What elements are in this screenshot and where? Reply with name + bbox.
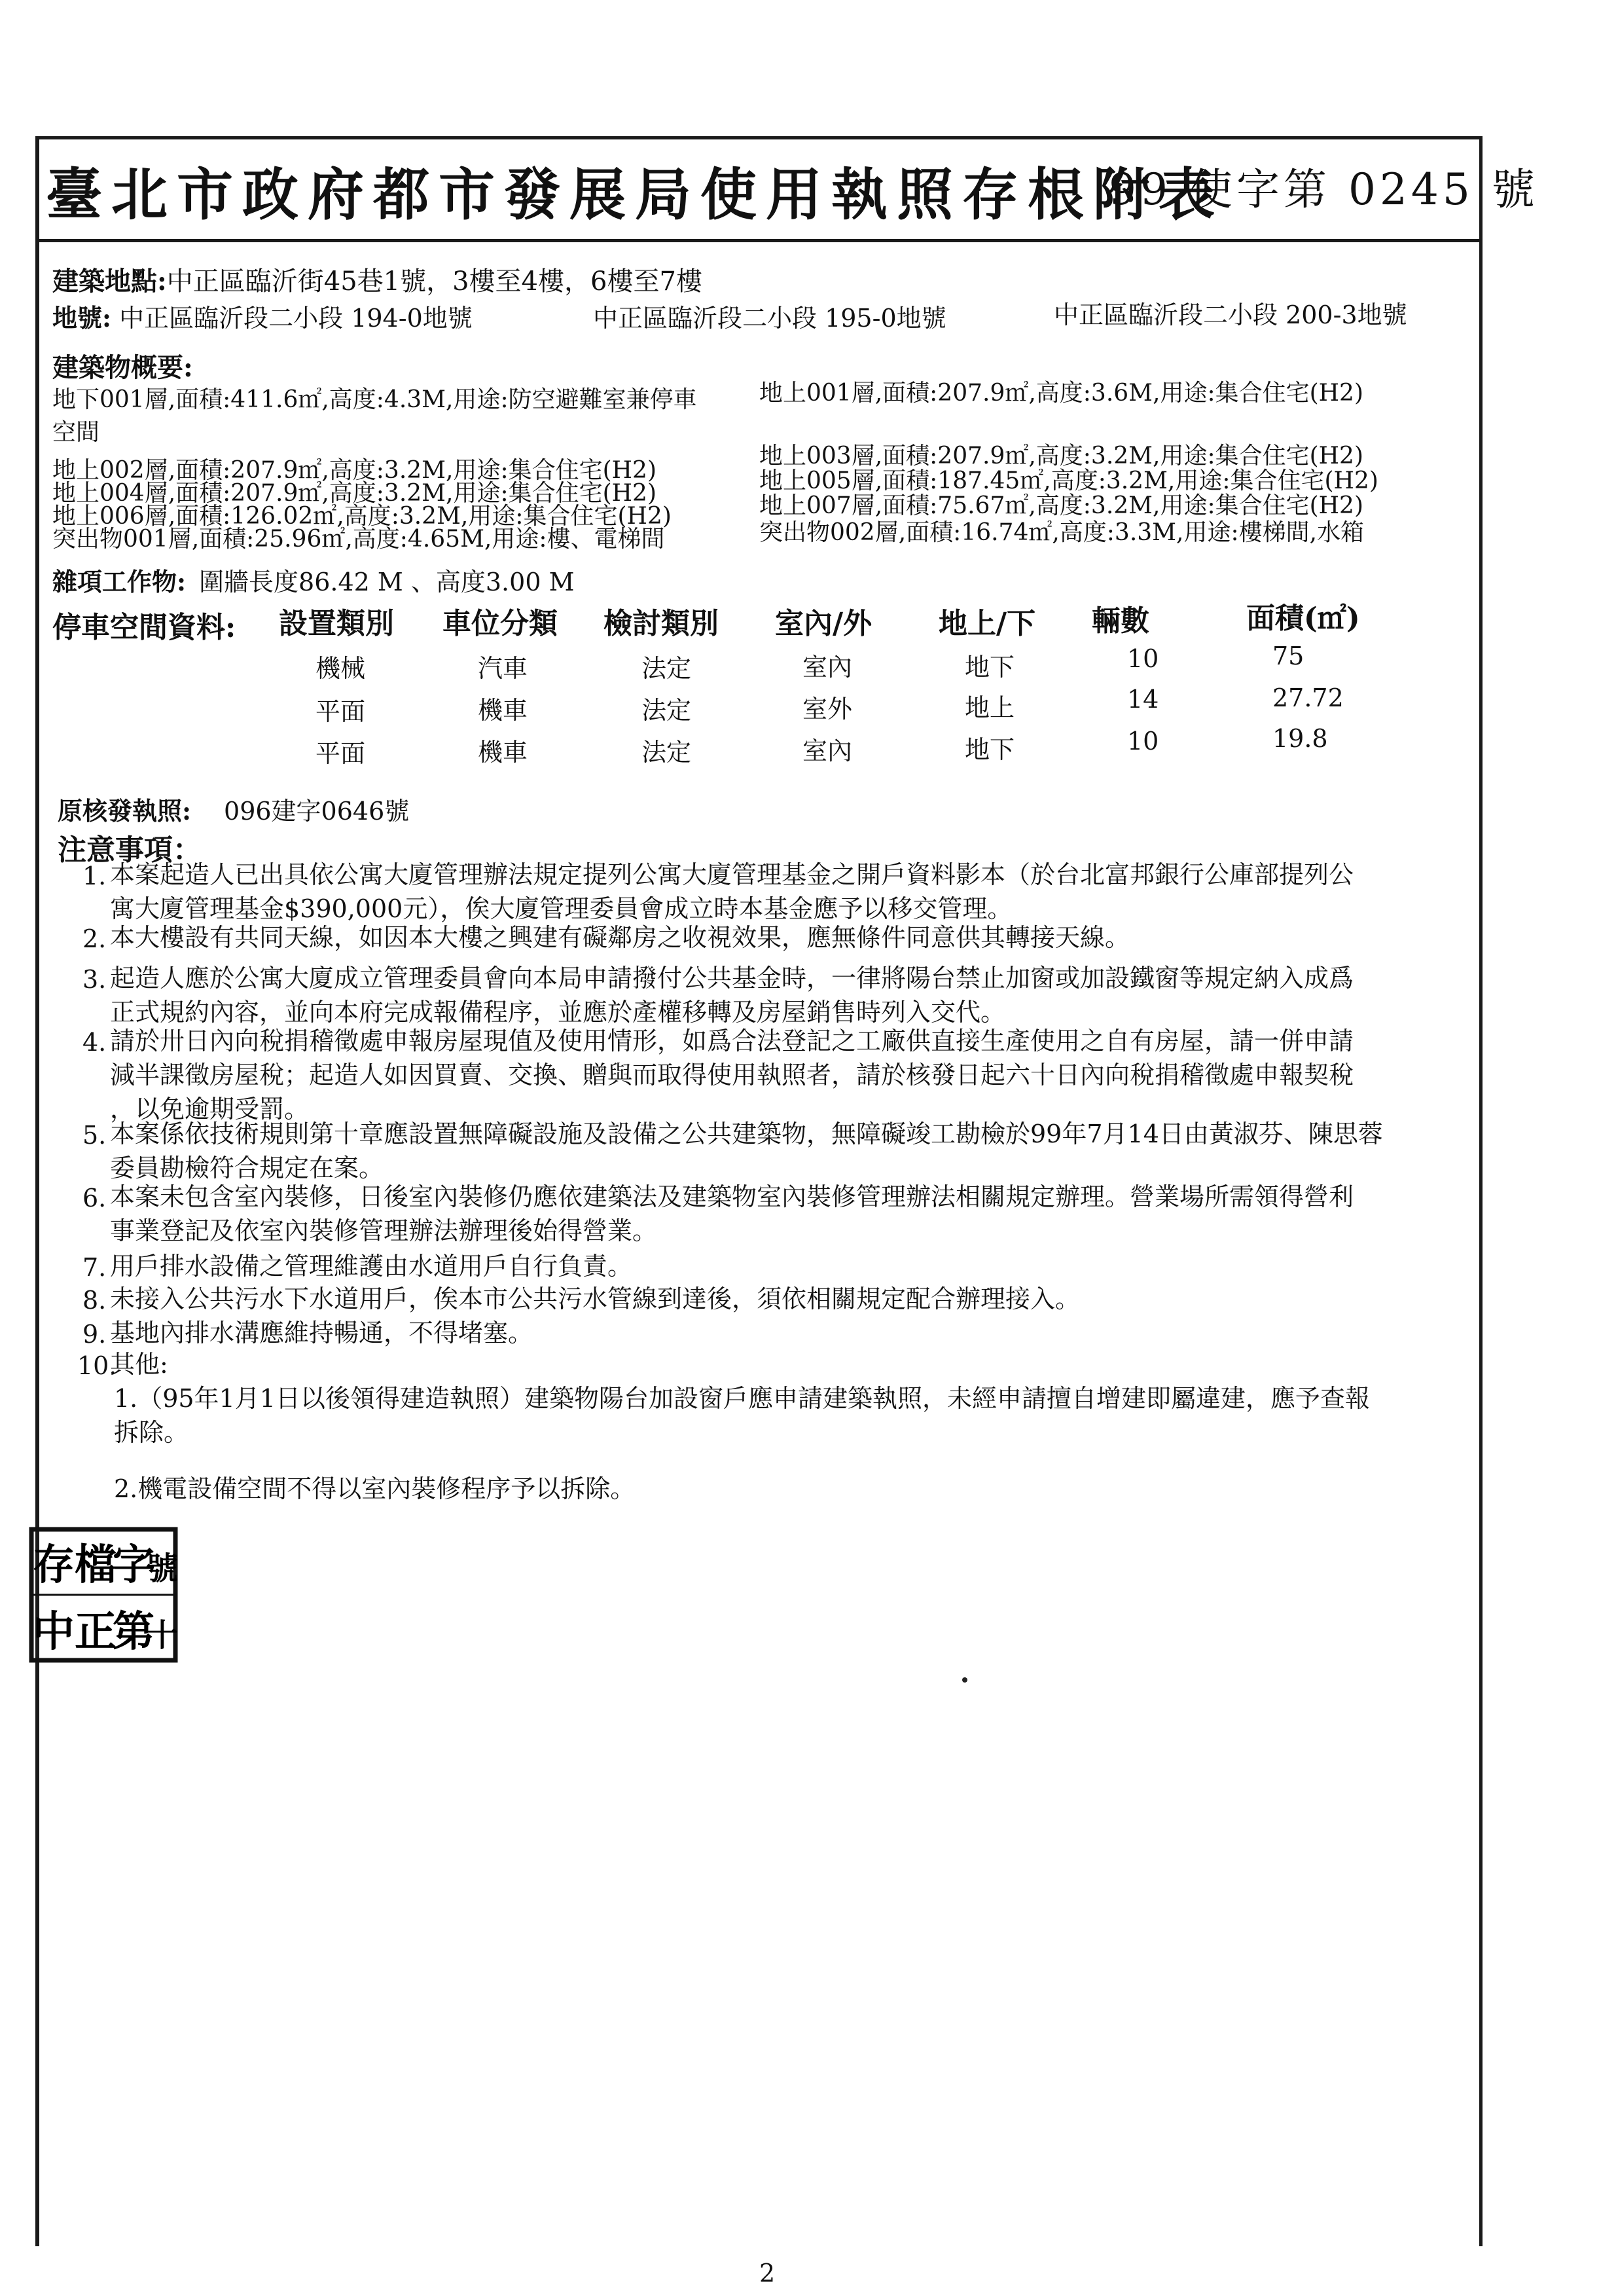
note-sub-item bbox=[114, 1381, 1475, 1449]
note-sub-line: 2.機電設備空間不得以室內裝修程序予以拆除。 bbox=[114, 1474, 636, 1503]
note-line: 委員勘檢符合規定在案。 bbox=[110, 1154, 384, 1182]
note-line: 其他: bbox=[110, 1350, 168, 1379]
parking-header-3: 室內/外 bbox=[775, 607, 872, 640]
note-line: 用戶排水設備之管理維護由水道用戶自行負責。 bbox=[110, 1252, 633, 1281]
note-line: 本案係依技術規則第十章應設置無障礙設施及設備之公共建築物，無障礙竣工勘檢於99年7月14日由黃淑芬、陳思蓉 bbox=[110, 1120, 1383, 1148]
overview-left-3: 地上004層,面積:207.9㎡,高度:3.2M,用途:集合住宅(H2) bbox=[52, 480, 656, 507]
overview-left-2: 地上002層,面積:207.9㎡,高度:3.2M,用途:集合住宅(H2) bbox=[52, 457, 656, 484]
note-sub-line: 拆除。 bbox=[114, 1418, 189, 1447]
seal-char-6: 第 bbox=[113, 1607, 154, 1656]
parking-cell: 平面 bbox=[315, 739, 366, 768]
note-item bbox=[110, 1249, 1471, 1283]
original-permit-label: 原核發執照: bbox=[58, 796, 192, 826]
seal-char-1: 檔 bbox=[75, 1540, 117, 1590]
parking-cell: 機車 bbox=[478, 696, 528, 725]
note-number: 5. bbox=[82, 1121, 107, 1150]
parking-header-5: 輛數 bbox=[1092, 604, 1149, 638]
parking-cell: 機車 bbox=[478, 738, 528, 767]
parking-cell: 10 bbox=[1127, 727, 1159, 756]
note-line: 基地內排水溝應維持暢通，不得堵塞。 bbox=[110, 1319, 533, 1347]
misc-row bbox=[52, 562, 574, 598]
note-item bbox=[110, 1180, 1471, 1248]
seal-char-0: 存 bbox=[33, 1540, 75, 1590]
note-number: 4. bbox=[82, 1028, 107, 1057]
overview-left-1: 空間 bbox=[52, 419, 100, 446]
parking-header-2: 檢討類別 bbox=[603, 607, 719, 640]
lot-value-1: 中正區臨沂段二小段 194-0地號 bbox=[119, 304, 473, 333]
note-sub-item bbox=[114, 1472, 1475, 1506]
parking-header-1: 車位分類 bbox=[442, 607, 558, 640]
parking-cell: 地下 bbox=[965, 653, 1015, 682]
parking-cell: 室內 bbox=[802, 653, 853, 682]
parking-header-0: 設置類別 bbox=[279, 607, 394, 640]
note-line: ，以免逾期受罰。 bbox=[110, 1095, 310, 1123]
parking-cell: 法定 bbox=[641, 696, 692, 725]
note-item bbox=[110, 920, 1471, 955]
misc-label: 雜項工作物: bbox=[52, 567, 187, 596]
seal-char-2: 字 bbox=[113, 1540, 154, 1590]
note-item bbox=[110, 1117, 1471, 1185]
parking-cell: 法定 bbox=[641, 654, 692, 683]
parking-header-4: 地上/下 bbox=[939, 607, 1036, 640]
notes-title: 注意事項： bbox=[58, 833, 202, 867]
site-label: 建築地點: bbox=[52, 266, 167, 297]
parking-cell: 法定 bbox=[641, 738, 692, 767]
overview-right-0: 地上001層,面積:207.9㎡,高度:3.6M,用途:集合住宅(H2) bbox=[759, 380, 1363, 407]
note-number: 2. bbox=[82, 924, 107, 953]
note-line: 寓大廈管理基金$390,000元），俟大廈管理委員會成立時本基金應予以移交管理。 bbox=[110, 894, 1013, 923]
lot-label: 地號: bbox=[52, 303, 112, 333]
note-line: 本案起造人已出具依公寓大廈管理辦法規定提列公寓大廈管理基金之開戶資料影本（於台北富邦銀行公庫部提列公 bbox=[110, 860, 1354, 889]
overview-right-4: 突出物002層,面積:16.74㎡,高度:3.3M,用途:樓梯間,水箱 bbox=[759, 519, 1365, 546]
scan-speck bbox=[962, 1677, 967, 1683]
parking-header-6: 面積(㎡) bbox=[1246, 602, 1360, 635]
note-number: 1. bbox=[82, 862, 107, 890]
note-item bbox=[110, 1282, 1471, 1316]
note-item bbox=[110, 1316, 1471, 1350]
seal-stamp bbox=[26, 1525, 179, 1664]
overview-right-2: 地上005層,面積:187.45㎡,高度:3.2M,用途:集合住宅(H2) bbox=[759, 467, 1378, 494]
note-number: 3. bbox=[82, 965, 107, 994]
original-permit-row bbox=[58, 791, 409, 827]
seal-char-7: 十 bbox=[146, 1617, 179, 1654]
note-item bbox=[110, 1024, 1471, 1126]
note-line: 正式規約內容，並向本府完成報備程序，並應於產權移轉及房屋銷售時列入交代。 bbox=[110, 998, 1006, 1027]
note-sub-line: 1.（95年1月1日以後領得建造執照）建築物陽台加設窗戶應申請建築執照，未經申請擅自增建即屬違建，應予查報 bbox=[114, 1384, 1370, 1413]
overview-left-5: 突出物001層,面積:25.96㎡,高度:4.65M,用途:樓、電梯間 bbox=[52, 526, 665, 553]
parking-cell: 75 bbox=[1272, 642, 1304, 670]
note-line: 事業登記及依室內裝修管理辦法辦理後始得營業。 bbox=[110, 1216, 658, 1245]
note-item bbox=[110, 858, 1471, 926]
original-permit-value: 096建字0646號 bbox=[224, 797, 410, 826]
page-number: 2 bbox=[759, 2259, 776, 2287]
title-rule bbox=[35, 239, 1483, 242]
seal-char-3: 號 bbox=[146, 1550, 179, 1587]
note-number: 6. bbox=[82, 1184, 107, 1212]
note-number: 8. bbox=[82, 1286, 107, 1315]
note-line: 未接入公共污水下水道用戶，俟本市公共污水管線到達後，須依相關規定配合辦理接入。 bbox=[110, 1285, 1081, 1313]
note-line: 本大樓設有共同天線，如因本大樓之興建有礙鄰房之收視效果，應無條件同意供其轉接天線。 bbox=[110, 923, 1130, 952]
parking-cell: 14 bbox=[1127, 685, 1159, 714]
note-item bbox=[110, 1347, 1471, 1381]
overview-left-0: 地下001層,面積:411.6㎡,高度:4.3M,用途:防空避難室兼停車 bbox=[52, 386, 697, 413]
misc-value: 圍牆長度86.42 M 、高度3.00 M bbox=[199, 568, 575, 596]
overview-right-1: 地上003層,面積:207.9㎡,高度:3.2M,用途:集合住宅(H2) bbox=[759, 443, 1363, 469]
parking-cell: 室外 bbox=[802, 695, 853, 723]
seal-char-4: 中 bbox=[33, 1607, 75, 1656]
permit-number: 99 使字第 0245 號 bbox=[1109, 164, 1539, 215]
parking-cell: 19.8 bbox=[1272, 724, 1328, 753]
parking-cell: 機械 bbox=[315, 654, 366, 683]
note-number: 9. bbox=[82, 1320, 107, 1349]
lot-value-2: 中正區臨沂段二小段 195-0地號 bbox=[593, 304, 946, 333]
note-line: 減半課徵房屋稅；起造人如因買賣、交換、贈與而取得使用執照者，請於核發日起六十日內向稅捐稽徵處申報契稅 bbox=[110, 1061, 1354, 1089]
note-line: 起造人應於公寓大廈成立管理委員會向本局申請撥付公共基金時，一律將陽台禁止加窗或加設鐵窗等規定納入成爲 bbox=[110, 964, 1354, 993]
parking-label: 停車空間資料: bbox=[52, 611, 236, 644]
parking-cell: 地上 bbox=[965, 693, 1015, 722]
overview-left-4: 地上006層,面積:126.02㎡,高度:3.2M,用途:集合住宅(H2) bbox=[52, 503, 672, 530]
lot-row bbox=[52, 298, 473, 334]
parking-cell: 汽車 bbox=[478, 654, 528, 683]
seal-char-5: 正 bbox=[75, 1607, 117, 1656]
site-value: 中正區臨沂街45巷1號，3樓至4樓，6樓至7樓 bbox=[166, 266, 702, 297]
overview-right-3: 地上007層,面積:75.67㎡,高度:3.2M,用途:集合住宅(H2) bbox=[759, 492, 1363, 519]
note-number: 10. bbox=[77, 1351, 117, 1380]
note-number: 7. bbox=[82, 1253, 107, 1282]
parking-cell: 地下 bbox=[965, 735, 1015, 764]
parking-cell: 室內 bbox=[802, 737, 853, 765]
parking-cell: 27.72 bbox=[1272, 683, 1344, 712]
note-line: 本案未包含室內裝修，日後室內裝修仍應依建築法及建築物室內裝修管理辦法相關規定辦理。營業場所需領得營利 bbox=[110, 1182, 1354, 1211]
parking-cell: 10 bbox=[1127, 644, 1159, 673]
document-title: 臺北市政府都市發展局使用執照存根附表 bbox=[46, 162, 1224, 228]
site-row bbox=[52, 261, 702, 298]
note-item bbox=[110, 961, 1471, 1029]
note-line: 請於卅日內向稅捐稽徵處申報房屋現值及使用情形，如爲合法登記之工廠供直接生產使用之自有房屋，請一併申請 bbox=[110, 1027, 1354, 1055]
lot-value-3: 中正區臨沂段二小段 200-3地號 bbox=[1054, 301, 1407, 329]
overview-label: 建築物概要: bbox=[52, 352, 193, 383]
parking-cell: 平面 bbox=[315, 697, 366, 726]
